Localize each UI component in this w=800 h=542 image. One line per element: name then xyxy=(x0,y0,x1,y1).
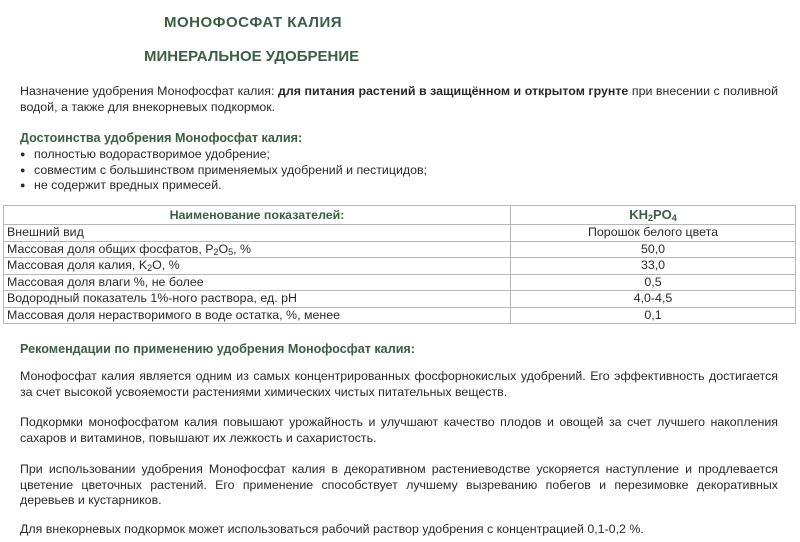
row-value: Порошок белого цвета xyxy=(511,225,796,242)
table-row xyxy=(4,225,796,242)
list-item: ● не содержит вредных примесей. xyxy=(20,178,427,194)
row-name: Массовая доля нерастворимого в воде остатка, %, менее xyxy=(4,307,511,324)
advantages-list xyxy=(20,147,427,194)
row-name: Массовая доля общих фосфатов, $P_2O_5$, % xyxy=(4,241,511,258)
list-item: ● полностью водорастворимое удобрение; xyxy=(20,147,427,163)
intro-bold: для питания растений в защищённом и открытом грунте xyxy=(278,84,629,98)
recommendation-paragraph: Подкормки монофосфатом калия повышают урожайность и улучшают качество плодов и овощей за счет лучшего накопления сахаров и витаминов, повышают их лежкость и сахаристость. xyxy=(20,415,778,445)
row-value: 0,5 xyxy=(511,274,796,291)
row-value: 33,0 xyxy=(511,258,796,275)
table-header-row xyxy=(4,206,796,225)
table-row xyxy=(4,258,796,275)
table-row xyxy=(4,241,796,258)
row-name: Массовая доля влаги %, не более xyxy=(4,274,511,291)
recommendation-paragraph: При использовании удобрения Монофосфат калия в декоративном растениеводстве ускоряется наступление и продлевается цветение цветочных растений. Его применение способствует лучшему вызреванию побегов и перезимовке декоративных деревьев и кустарников. xyxy=(20,462,778,507)
row-value: 0,1 xyxy=(511,307,796,324)
column-header-formula: $KH_2PO_4$ xyxy=(511,206,796,225)
list-item: ● совместим с большинством применяемых удобрений и пестицидов; xyxy=(20,163,427,179)
page-subtitle: МИНЕРАЛЬНОЕ УДОБРЕНИЕ xyxy=(144,48,360,65)
row-name: Водородный показатель 1%-ного раствора, ед. pH xyxy=(4,291,511,308)
table-row xyxy=(4,307,796,324)
specs-table xyxy=(3,205,796,324)
intro-paragraph xyxy=(20,84,778,115)
row-value: 4,0-4,5 xyxy=(511,291,796,308)
row-value: 50,0 xyxy=(511,241,796,258)
row-name: Массовая доля калия, $K_2O$, % xyxy=(4,258,511,275)
row-name: Внешний вид xyxy=(4,225,511,242)
table-row xyxy=(4,291,796,308)
page-title: МОНОФОСФАТ КАЛИЯ xyxy=(164,14,343,31)
column-header-name: Наименование показателей: xyxy=(4,206,511,225)
recommendations-heading: Рекомендации по применению удобрения Монофосфат калия: xyxy=(20,342,415,356)
advantages-heading: Достоинства удобрения Монофосфат калия: xyxy=(20,131,303,145)
table-row xyxy=(4,274,796,291)
intro-rest: при внесении с поливной водой, а также для внекорневых подкормок. xyxy=(20,84,778,114)
recommendation-paragraph: Монофосфат калия является одним из самых концентрированных фосфорнокислых удобрений. Его эффективность достигается за счет высокой усвояемости растениями химических чистых питательных веществ. xyxy=(20,369,778,399)
recommendation-paragraph: Для внекорневых подкормок может использоваться рабочий раствор удобрения с концентрацией 0,1-0,2 %. xyxy=(20,522,644,536)
intro-lead: Назначение удобрения Монофосфат калия: xyxy=(20,84,275,98)
